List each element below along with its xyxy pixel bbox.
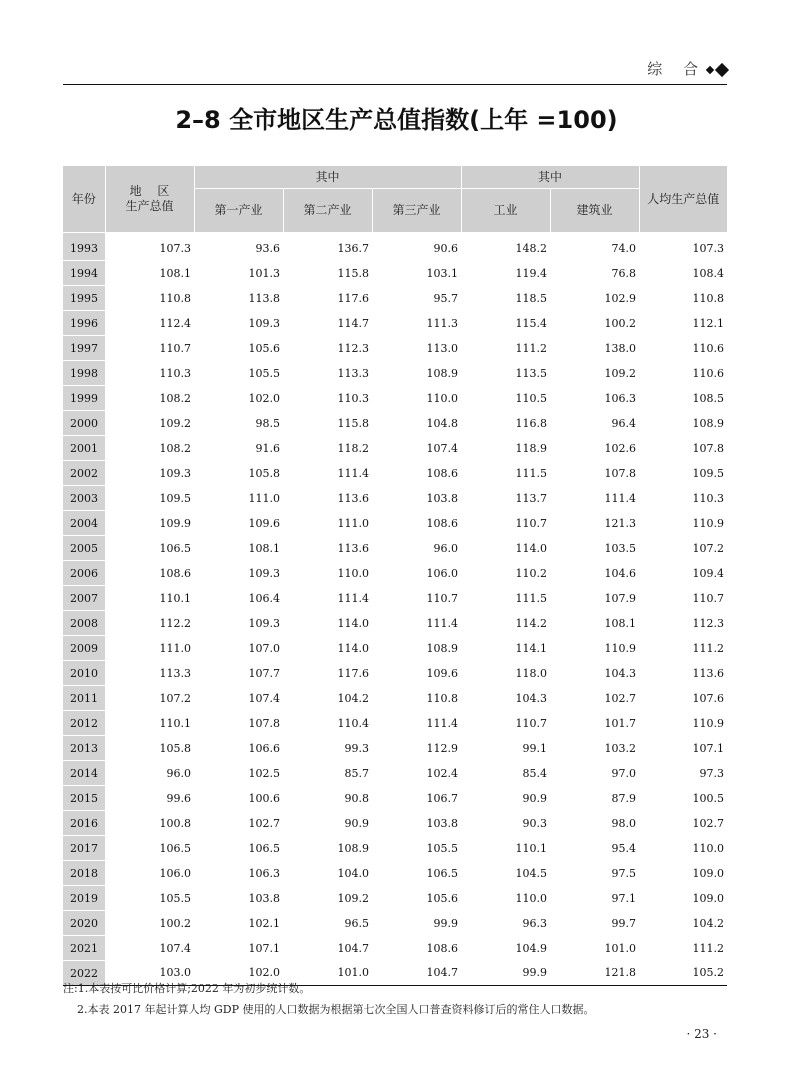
- value-cell: 108.1: [604, 616, 637, 630]
- value-cell: 96.0: [166, 766, 191, 780]
- value-cell: 95.4: [611, 841, 637, 855]
- value-cell: 113.5: [515, 366, 548, 380]
- value-cell: 111.0: [159, 641, 191, 655]
- value-cell: 100.6: [248, 791, 280, 805]
- year-cell: 1993: [63, 233, 105, 261]
- table-row: [63, 586, 727, 611]
- value-cell: 106.5: [426, 866, 459, 880]
- header-primary: 第一产业: [194, 189, 283, 233]
- value-cell: 102.9: [604, 291, 637, 305]
- header-per-capita: 人均生产总值: [639, 166, 727, 233]
- value-cell: 99.1: [522, 741, 548, 755]
- value-cell: 108.6: [426, 941, 459, 955]
- value-cell: 110.6: [692, 341, 725, 355]
- value-cell: 97.5: [611, 866, 637, 880]
- value-cell: 109.9: [159, 516, 191, 530]
- section-label: 综 合: [647, 60, 706, 78]
- value-cell: 106.6: [248, 741, 280, 755]
- value-cell: 110.1: [515, 841, 548, 855]
- year-cell: 2007: [63, 586, 105, 611]
- year-cell: 1995: [63, 286, 105, 311]
- value-cell: 111.4: [604, 491, 637, 505]
- year-cell: 1999: [63, 386, 105, 411]
- table-row: [63, 836, 727, 861]
- value-cell: 99.9: [461, 961, 550, 986]
- value-cell: 110.1: [159, 716, 191, 730]
- table-row: [63, 861, 727, 886]
- header-group-secondary-breakdown: 其中: [461, 166, 639, 189]
- value-cell: 101.7: [604, 716, 637, 730]
- value-cell: 98.0: [611, 816, 637, 830]
- value-cell: 108.9: [426, 366, 459, 380]
- year-cell: 2005: [63, 536, 105, 561]
- value-cell: 109.3: [248, 616, 280, 630]
- value-cell: 93.6: [255, 241, 280, 255]
- value-cell: 102.1: [248, 916, 280, 930]
- value-cell: 118.0: [515, 666, 548, 680]
- value-cell: 101.3: [248, 266, 280, 280]
- value-cell: 108.6: [426, 516, 459, 530]
- value-cell: 99.9: [433, 916, 459, 930]
- value-cell: 107.8: [248, 716, 280, 730]
- value-cell: 112.3: [337, 341, 369, 355]
- value-cell: 110.0: [692, 841, 725, 855]
- value-cell: 113.3: [337, 366, 369, 380]
- value-cell: 107.3: [692, 241, 725, 255]
- value-cell: 114.0: [337, 641, 369, 655]
- value-cell: 105.5: [159, 891, 191, 905]
- value-cell: 114.0: [337, 616, 369, 630]
- value-cell: 110.7: [515, 516, 548, 530]
- value-cell: 111.0: [248, 491, 280, 505]
- value-cell: 112.3: [692, 616, 725, 630]
- value-cell: 110.8: [692, 291, 725, 305]
- value-cell: 106.0: [159, 866, 191, 880]
- value-cell: 100.8: [159, 816, 191, 830]
- value-cell: 110.3: [337, 391, 369, 405]
- value-cell: 99.6: [166, 791, 191, 805]
- value-cell: 117.6: [337, 291, 369, 305]
- value-cell: 111.3: [426, 316, 459, 330]
- value-cell: 103.8: [426, 816, 459, 830]
- year-cell: 1997: [63, 336, 105, 361]
- value-cell: 114.2: [515, 616, 548, 630]
- value-cell: 110.8: [426, 691, 459, 705]
- value-cell: 90.8: [344, 791, 369, 805]
- header-secondary: 第二产业: [283, 189, 372, 233]
- value-cell: 108.6: [159, 566, 191, 580]
- value-cell: 113.6: [692, 666, 725, 680]
- table-row: [63, 286, 727, 311]
- value-cell: 91.6: [255, 441, 280, 455]
- value-cell: 109.6: [426, 666, 459, 680]
- value-cell: 108.1: [248, 541, 280, 555]
- value-cell: 102.7: [692, 816, 725, 830]
- value-cell: 108.5: [692, 391, 725, 405]
- value-cell: 104.7: [372, 961, 461, 986]
- value-cell: 115.8: [337, 416, 369, 430]
- value-cell: 118.9: [515, 441, 548, 455]
- value-cell: 85.4: [522, 766, 548, 780]
- value-cell: 109.5: [159, 491, 191, 505]
- value-cell: 109.0: [692, 891, 725, 905]
- value-cell: 111.5: [515, 591, 548, 605]
- value-cell: 113.7: [515, 491, 548, 505]
- page-title: 2–8 全市地区生产总值指数(上年 =100): [175, 106, 618, 134]
- value-cell: 107.7: [248, 666, 280, 680]
- header-year: 年份: [63, 166, 105, 233]
- year-cell: 2000: [63, 411, 105, 436]
- value-cell: 111.4: [426, 616, 459, 630]
- value-cell: 100.5: [692, 791, 725, 805]
- table-row: [63, 261, 727, 286]
- table-row: [63, 233, 727, 261]
- year-cell: 2015: [63, 786, 105, 811]
- value-cell: 107.3: [159, 241, 191, 255]
- value-cell: 105.5: [248, 366, 280, 380]
- table-row: [63, 736, 727, 761]
- value-cell: 107.6: [692, 691, 725, 705]
- footnote-1: 注:1.本表按可比价格计算;2022 年为初步统计数。: [63, 982, 311, 995]
- value-cell: 121.8: [550, 961, 639, 986]
- value-cell: 110.9: [692, 716, 725, 730]
- value-cell: 108.2: [159, 441, 191, 455]
- value-cell: 100.2: [604, 316, 637, 330]
- value-cell: 107.1: [248, 941, 280, 955]
- value-cell: 117.6: [337, 666, 369, 680]
- value-cell: 109.3: [159, 466, 191, 480]
- year-cell: 2009: [63, 636, 105, 661]
- year-cell: 1994: [63, 261, 105, 286]
- header-gdp: 地 区 生产总值: [105, 166, 194, 233]
- value-cell: 97.1: [611, 891, 637, 905]
- value-cell: 111.2: [692, 641, 725, 655]
- value-cell: 100.2: [159, 916, 191, 930]
- value-cell: 104.8: [426, 416, 459, 430]
- value-cell: 136.7: [337, 241, 369, 255]
- value-cell: 111.4: [426, 716, 459, 730]
- section-header: [647, 58, 727, 79]
- value-cell: 108.9: [692, 416, 725, 430]
- value-cell: 105.8: [248, 466, 280, 480]
- value-cell: 115.4: [515, 316, 548, 330]
- value-cell: 108.1: [159, 266, 191, 280]
- year-cell: 2019: [63, 886, 105, 911]
- value-cell: 102.5: [248, 766, 280, 780]
- value-cell: 103.8: [248, 891, 280, 905]
- value-cell: 104.3: [604, 666, 637, 680]
- value-cell: 108.2: [159, 391, 191, 405]
- value-cell: 103.5: [604, 541, 637, 555]
- value-cell: 109.6: [248, 516, 280, 530]
- value-cell: 114.0: [515, 541, 548, 555]
- value-cell: 113.6: [337, 541, 369, 555]
- value-cell: 110.4: [337, 716, 369, 730]
- value-cell: 110.6: [692, 366, 725, 380]
- table-row: [63, 911, 727, 936]
- value-cell: 97.3: [699, 766, 725, 780]
- small-diamond-icon: [706, 65, 714, 73]
- table-row: [63, 386, 727, 411]
- value-cell: 96.3: [522, 916, 548, 930]
- value-cell: 110.8: [159, 291, 191, 305]
- value-cell: 96.5: [344, 916, 369, 930]
- year-cell: 2006: [63, 561, 105, 586]
- value-cell: 110.1: [159, 591, 191, 605]
- value-cell: 107.8: [692, 441, 725, 455]
- table-row: [63, 461, 727, 486]
- table-row: [63, 486, 727, 511]
- value-cell: 114.7: [337, 316, 369, 330]
- value-cell: 106.0: [426, 566, 459, 580]
- value-cell: 104.0: [337, 866, 369, 880]
- value-cell: 110.0: [515, 891, 548, 905]
- table-row: [63, 336, 727, 361]
- value-cell: 90.3: [522, 816, 548, 830]
- value-cell: 106.5: [159, 841, 191, 855]
- value-cell: 103.8: [426, 491, 459, 505]
- value-cell: 105.6: [426, 891, 459, 905]
- value-cell: 111.4: [337, 466, 369, 480]
- year-cell: 2018: [63, 861, 105, 886]
- value-cell: 106.3: [604, 391, 637, 405]
- value-cell: 101.0: [604, 941, 637, 955]
- value-cell: 116.8: [515, 416, 548, 430]
- value-cell: 101.0: [283, 961, 372, 986]
- table-row: [63, 611, 727, 636]
- value-cell: 103.1: [426, 266, 459, 280]
- value-cell: 110.7: [515, 716, 548, 730]
- value-cell: 90.9: [522, 791, 548, 805]
- value-cell: 106.3: [248, 866, 280, 880]
- value-cell: 102.7: [604, 691, 637, 705]
- value-cell: 106.5: [159, 541, 191, 555]
- footnotes: [63, 978, 743, 1020]
- value-cell: 112.4: [159, 316, 191, 330]
- year-cell: 2008: [63, 611, 105, 636]
- value-cell: 138.0: [604, 341, 637, 355]
- year-cell: 2021: [63, 936, 105, 961]
- value-cell: 108.9: [337, 841, 369, 855]
- value-cell: 90.6: [433, 241, 459, 255]
- year-cell: 2011: [63, 686, 105, 711]
- value-cell: 112.2: [159, 616, 191, 630]
- value-cell: 109.0: [692, 866, 725, 880]
- table-row: [63, 561, 727, 586]
- value-cell: 107.4: [159, 941, 191, 955]
- value-cell: 111.2: [692, 941, 725, 955]
- value-cell: 111.4: [337, 591, 369, 605]
- value-cell: 74.0: [611, 241, 637, 255]
- value-cell: 110.3: [159, 366, 191, 380]
- value-cell: 105.5: [426, 841, 459, 855]
- value-cell: 107.2: [692, 541, 725, 555]
- value-cell: 106.7: [426, 791, 459, 805]
- value-cell: 109.3: [248, 566, 280, 580]
- table-row: [63, 511, 727, 536]
- value-cell: 109.5: [692, 466, 725, 480]
- value-cell: 108.4: [692, 266, 725, 280]
- gdp-index-table: [63, 165, 727, 986]
- value-cell: 110.9: [604, 641, 637, 655]
- value-cell: 119.4: [515, 266, 548, 280]
- value-cell: 105.2: [639, 961, 727, 986]
- value-cell: 104.3: [515, 691, 548, 705]
- table-row: [63, 936, 727, 961]
- year-cell: 2004: [63, 511, 105, 536]
- value-cell: 109.2: [604, 366, 637, 380]
- value-cell: 96.4: [611, 416, 637, 430]
- value-cell: 107.9: [604, 591, 637, 605]
- value-cell: 104.5: [515, 866, 548, 880]
- page-number: · 23 ·: [686, 1027, 717, 1041]
- value-cell: 109.4: [692, 566, 725, 580]
- value-cell: 110.7: [692, 591, 725, 605]
- year-cell: 2014: [63, 761, 105, 786]
- year-cell: 2020: [63, 911, 105, 936]
- header-industry: 工业: [461, 189, 550, 233]
- value-cell: 103.0: [105, 961, 194, 986]
- year-cell: 2001: [63, 436, 105, 461]
- table-row: [63, 761, 727, 786]
- value-cell: 112.1: [692, 316, 725, 330]
- table-row: [63, 311, 727, 336]
- table-row: [63, 686, 727, 711]
- table-row: [63, 811, 727, 836]
- value-cell: 76.8: [611, 266, 637, 280]
- year-cell: 2013: [63, 736, 105, 761]
- value-cell: 107.2: [159, 691, 191, 705]
- table-row: [63, 661, 727, 686]
- table-row: [63, 536, 727, 561]
- value-cell: 109.3: [248, 316, 280, 330]
- value-cell: 110.5: [515, 391, 548, 405]
- year-cell: 2002: [63, 461, 105, 486]
- year-cell: 1998: [63, 361, 105, 386]
- value-cell: 107.4: [426, 441, 459, 455]
- year-cell: 2010: [63, 661, 105, 686]
- table-row: [63, 886, 727, 911]
- year-cell: 1996: [63, 311, 105, 336]
- value-cell: 105.6: [248, 341, 280, 355]
- table-row: [63, 436, 727, 461]
- table-row: [63, 636, 727, 661]
- value-cell: 104.9: [515, 941, 548, 955]
- table-body: [63, 233, 727, 986]
- value-cell: 108.9: [426, 641, 459, 655]
- value-cell: 102.6: [604, 441, 637, 455]
- value-cell: 111.2: [515, 341, 548, 355]
- value-cell: 95.7: [433, 291, 459, 305]
- value-cell: 98.5: [255, 416, 280, 430]
- value-cell: 102.0: [248, 391, 280, 405]
- value-cell: 109.2: [337, 891, 369, 905]
- value-cell: 110.7: [159, 341, 191, 355]
- table-row: [63, 786, 727, 811]
- value-cell: 106.4: [248, 591, 280, 605]
- value-cell: 107.8: [604, 466, 637, 480]
- value-cell: 110.0: [426, 391, 459, 405]
- table-row: [63, 361, 727, 386]
- value-cell: 105.8: [159, 741, 191, 755]
- value-cell: 112.9: [426, 741, 459, 755]
- value-cell: 110.9: [692, 516, 725, 530]
- value-cell: 104.2: [692, 916, 725, 930]
- value-cell: 113.0: [426, 341, 459, 355]
- value-cell: 107.1: [692, 741, 725, 755]
- value-cell: 106.5: [248, 841, 280, 855]
- value-cell: 102.0: [194, 961, 283, 986]
- table-row: [63, 411, 727, 436]
- header-tertiary: 第三产业: [372, 189, 461, 233]
- value-cell: 110.3: [692, 491, 725, 505]
- large-diamond-icon: [715, 62, 729, 76]
- value-cell: 104.6: [604, 566, 637, 580]
- value-cell: 104.7: [337, 941, 369, 955]
- year-cell: 2012: [63, 711, 105, 736]
- year-cell: 2016: [63, 811, 105, 836]
- value-cell: 148.2: [515, 241, 548, 255]
- value-cell: 102.4: [426, 766, 459, 780]
- value-cell: 96.0: [433, 541, 459, 555]
- value-cell: 85.7: [344, 766, 369, 780]
- value-cell: 108.6: [426, 466, 459, 480]
- footnote-2: 2.本表 2017 年起计算人均 GDP 使用的人口数据为根据第七次全国人口普查资料修订后的常住人口数据。: [77, 1003, 595, 1016]
- value-cell: 90.9: [344, 816, 369, 830]
- value-cell: 118.5: [515, 291, 548, 305]
- value-cell: 102.7: [248, 816, 280, 830]
- value-cell: 110.7: [426, 591, 459, 605]
- value-cell: 110.2: [515, 566, 548, 580]
- value-cell: 114.1: [515, 641, 548, 655]
- value-cell: 113.6: [337, 491, 369, 505]
- value-cell: 103.2: [604, 741, 637, 755]
- year-cell: 2017: [63, 836, 105, 861]
- value-cell: 121.3: [604, 516, 637, 530]
- value-cell: 99.7: [611, 916, 637, 930]
- value-cell: 104.2: [337, 691, 369, 705]
- year-cell: 2022: [63, 961, 105, 986]
- value-cell: 87.9: [611, 791, 637, 805]
- value-cell: 111.0: [337, 516, 369, 530]
- value-cell: 113.8: [248, 291, 280, 305]
- value-cell: 113.3: [159, 666, 191, 680]
- value-cell: 110.0: [337, 566, 369, 580]
- value-cell: 109.2: [159, 416, 191, 430]
- value-cell: 107.4: [248, 691, 280, 705]
- table-row: [63, 711, 727, 736]
- value-cell: 118.2: [337, 441, 369, 455]
- value-cell: 99.3: [344, 741, 369, 755]
- header-rule: [63, 84, 727, 85]
- year-cell: 2003: [63, 486, 105, 511]
- header-construction: 建筑业: [550, 189, 639, 233]
- value-cell: 111.5: [515, 466, 548, 480]
- header-group-industries: 其中: [194, 166, 461, 189]
- value-cell: 115.8: [337, 266, 369, 280]
- value-cell: 97.0: [611, 766, 637, 780]
- value-cell: 107.0: [248, 641, 280, 655]
